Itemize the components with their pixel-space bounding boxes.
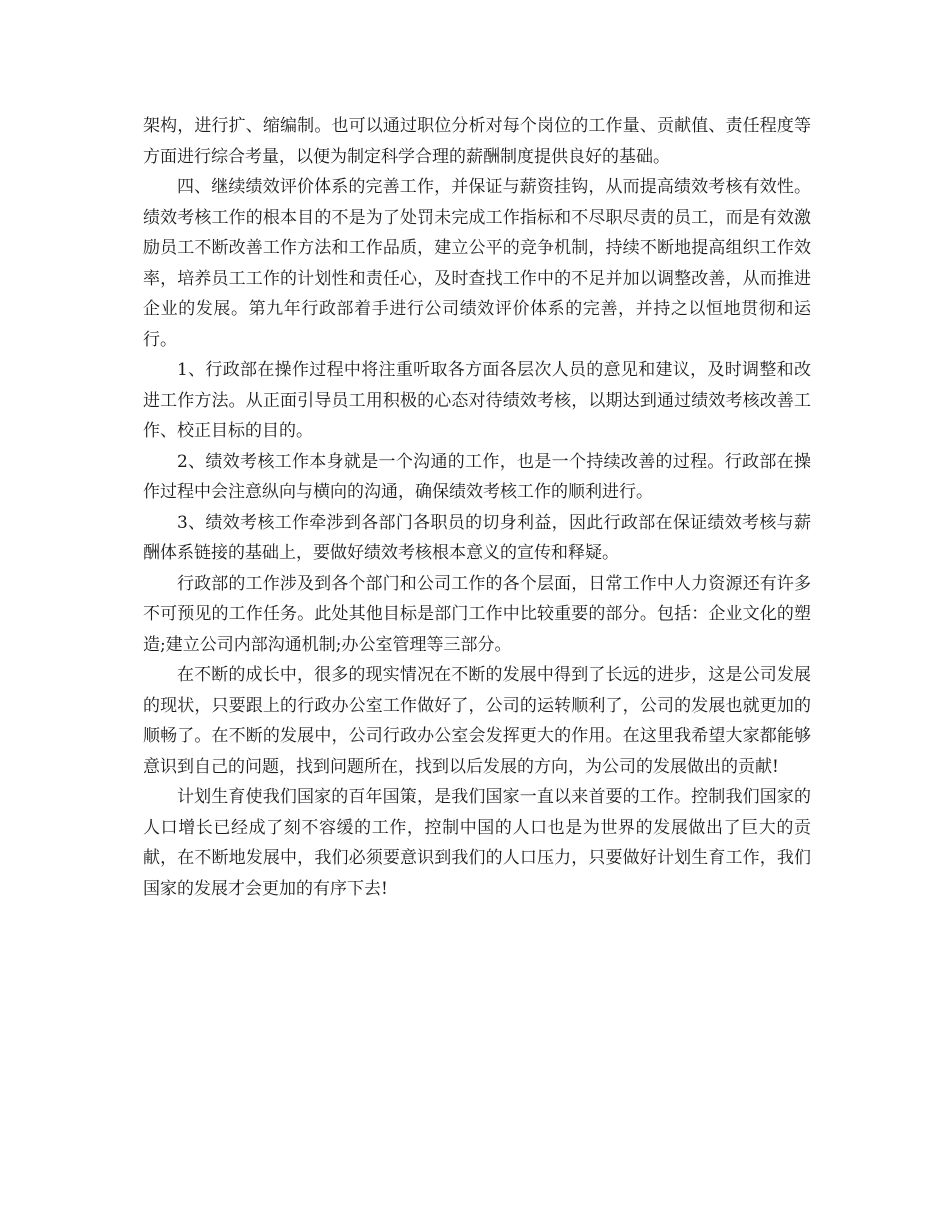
paragraph-2: 四、继续绩效评价体系的完善工作，并保证与薪资挂钩，从而提高绩效考核有效性。绩效考核工作的根本目的不是为了处罚未完成工作指标和不尽职尽责的员工，而是有效激励员工不断改善工作方法和工作品质，建立公平的竞争机制，持续不断地提高组织工作效率，培养员工工作的计划性和责任心，及时查找工作中的不足并加以调整改善，从而推进企业的发展。第九年行政部着手进行公司绩效评价体系的完善，并持之以恒地贯彻和运行。 [143,177,811,350]
document-body [143,111,811,904]
paragraph-1: 架构，进行扩、缩编制。也可以通过职位分析对每个岗位的工作量、贡献值、责任程度等方面进行综合考量，以便为制定科学合理的薪酬制度提供良好的基础。 [143,116,811,167]
paragraph-5: 3、绩效考核工作牵涉到各部门各职员的切身利益，因此行政部在保证绩效考核与薪酬体系链接的基础上，要做好绩效考核根本意义的宣传和释疑。 [143,512,811,563]
paragraph-6: 行政部的工作涉及到各个部门和公司工作的各个层面，日常工作中人力资源还有许多不可预见的工作任务。此处其他目标是部门工作中比较重要的部分。包括：企业文化的塑造;建立公司内部沟通机制;办公室管理等三部分。 [143,573,811,655]
paragraph-3: 1、行政部在操作过程中将注重听取各方面各层次人员的意见和建议，及时调整和改进工作方法。从正面引导员工用积极的心态对待绩效考核，以期达到通过绩效考核改善工作、校正目标的目的。 [143,360,811,441]
paragraph-7: 在不断的成长中，很多的现实情况在不断的发展中得到了长远的进步，这是公司发展的现状，只要跟上的行政办公室工作做好了，公司的运转顺利了，公司的发展也就更加的顺畅了。在不断的发展中，公司行政办公室会发挥更大的作用。在这里我希望大家都能够意识到自己的问题，找到问题所在，找到以后发展的方向，为公司的发展做出的贡献! [143,665,811,777]
paragraph-4: 2、绩效考核工作本身就是一个沟通的工作，也是一个持续改善的过程。行政部在操作过程中会注意纵向与横向的沟通，确保绩效考核工作的顺利进行。 [143,451,811,502]
paragraph-8: 计划生育使我们国家的百年国策，是我们国家一直以来首要的工作。控制我们国家的人口增长已经成了刻不容缓的工作，控制中国的人口也是为世界的发展做出了巨大的贡献，在不断地发展中，我们必须要意识到我们的人口压力，只要做好计划生育工作，我们国家的发展才会更加的有序下去! [143,787,811,899]
